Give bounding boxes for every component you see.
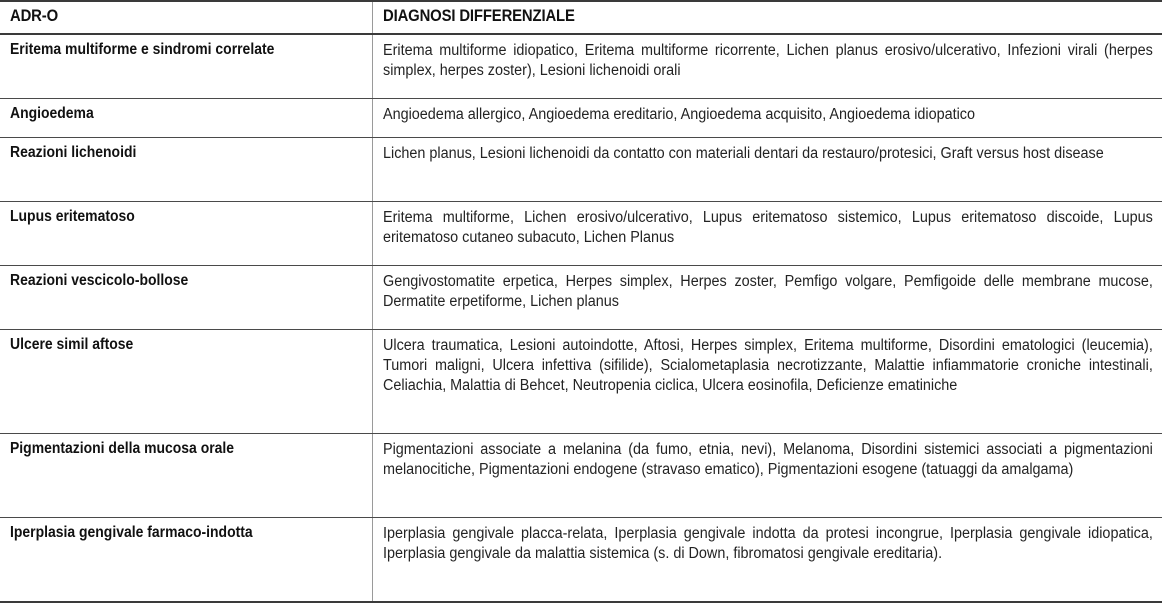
differential-text: Pigmentazioni associate a melanina (da fumo, etnia, nevi), Melanoma, Disordini sistemici associati a pigmentazioni melanocitiche, Pigmentazioni endogene (stravaso ematico), Pigmentazioni esogene (tatuaggi da amalgama) — [382, 441, 1153, 479]
differential-text: Iperplasia gengivale placca-relata, Iperplasia gengivale indotta da protesi incongrue, Iperplasia gengivale idiopatica, Iperplasia gengivale da malattia sistemica (s. di Down, fibromatosi gengivale ereditaria). — [382, 525, 1153, 563]
table-cell-term — [0, 99, 372, 138]
table-cell-term — [0, 518, 372, 603]
term-label: Iperplasia gengivale farmaco-indotta — [10, 524, 253, 541]
table-cell-differential — [372, 518, 1162, 603]
table-cell-differential — [372, 99, 1162, 138]
table-cell-term — [0, 138, 372, 202]
table-cell-term — [0, 34, 372, 99]
table-row — [0, 330, 1162, 434]
differential-text: Eritema multiforme, Lichen erosivo/ulcerativo, Lupus eritematoso sistemico, Lupus eritematoso discoide, Lupus eritematoso cutaneo subacuto, Lichen Planus — [382, 209, 1153, 247]
table-cell-differential — [372, 34, 1162, 99]
table-cell-differential — [372, 138, 1162, 202]
table-cell-differential — [372, 434, 1162, 518]
table-cell-differential — [372, 202, 1162, 266]
term-label: Eritema multiforme e sindromi correlate — [10, 41, 275, 58]
table-row — [0, 202, 1162, 266]
table-header-row — [0, 1, 1162, 34]
differential-text: Gengivostomatite erpetica, Herpes simplex, Herpes zoster, Pemfigo volgare, Pemfigoide delle membrane mucose, Dermatite erpetiforme, Lichen planus — [382, 273, 1153, 311]
table-cell-term — [0, 330, 372, 434]
column-header-adr-o-label: ADR-O — [10, 7, 58, 26]
differential-text: Ulcera traumatica, Lesioni autoindotte, Aftosi, Herpes simplex, Eritema multiforme, Disordini ematologici (leucemia), Tumori maligni, Ulcera infettiva (sifilide), Scialometaplasia necrotizzante, Malattie infiammatorie croniche intestinali, Celiachia, Malattia di Behcet, Neutropenia ciclica, Ulcera eosinofila, Deficienze ematiniche — [382, 337, 1153, 395]
differential-text: Lichen planus, Lesioni lichenoidi da contatto con materiali dentari da restauro/protesici, Graft versus host disease — [382, 145, 1104, 162]
table-header — [0, 1, 1162, 34]
term-label: Reazioni lichenoidi — [10, 144, 137, 161]
term-label: Lupus eritematoso — [10, 208, 135, 225]
table-body — [0, 34, 1162, 602]
differential-text: Angioedema allergico, Angioedema ereditario, Angioedema acquisito, Angioedema idiopatico — [382, 106, 975, 123]
term-label: Pigmentazioni della mucosa orale — [10, 440, 235, 457]
column-header-diagnosi-differenziale — [372, 1, 1162, 34]
column-header-adr-o — [0, 1, 372, 34]
term-label: Reazioni vescicolo-bollose — [10, 272, 189, 289]
table-cell-term — [0, 266, 372, 330]
table-cell-term — [0, 434, 372, 518]
table-row — [0, 34, 1162, 99]
term-label: Angioedema — [10, 105, 94, 122]
table-cell-differential — [372, 266, 1162, 330]
differential-text: Eritema multiforme idiopatico, Eritema multiforme ricorrente, Lichen planus erosivo/ulcerativo, Infezioni virali (herpes simplex, herpes zoster), Lesioni lichenoidi orali — [382, 42, 1153, 80]
table-row — [0, 138, 1162, 202]
table-cell-term — [0, 202, 372, 266]
table-cell-differential — [372, 330, 1162, 434]
table-row — [0, 518, 1162, 603]
table-row — [0, 99, 1162, 138]
term-label: Ulcere simil aftose — [10, 336, 134, 353]
table-row — [0, 266, 1162, 330]
column-header-diagnosi-differenziale-label: DIAGNOSI DIFFERENZIALE — [382, 7, 575, 26]
table-row — [0, 434, 1162, 518]
